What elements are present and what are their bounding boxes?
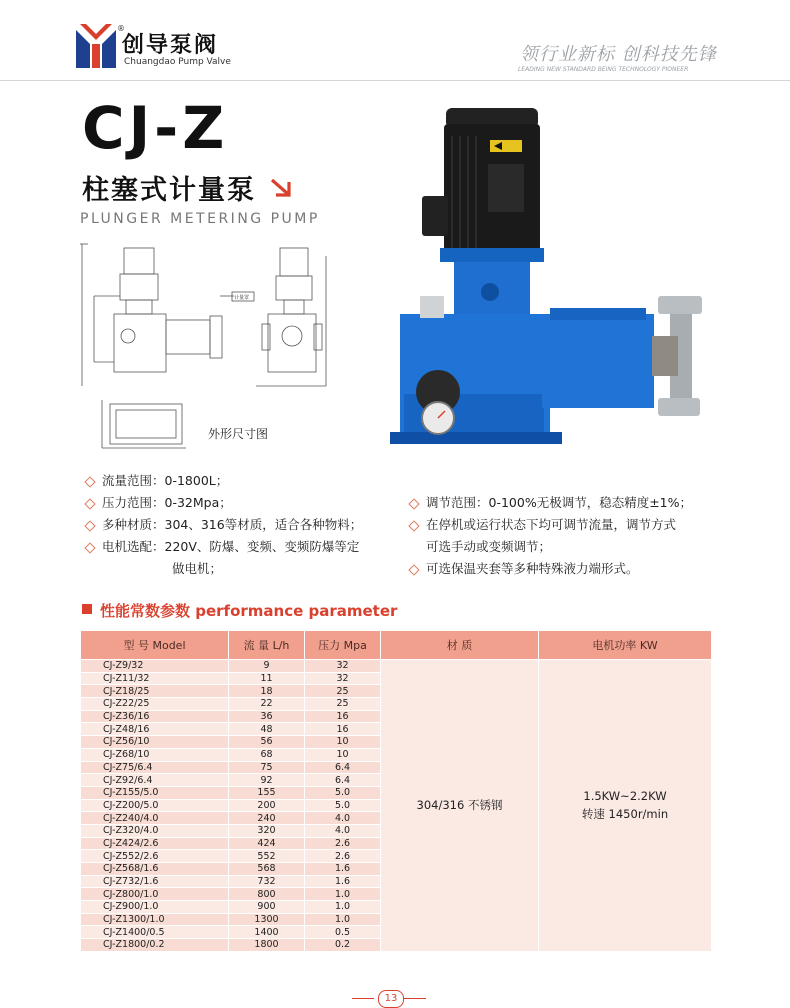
- product-name-cn: 柱塞式计量泵: [82, 175, 256, 206]
- cell-model: CJ-Z75/6.4: [81, 761, 229, 774]
- cell-flow: 1800: [229, 939, 305, 952]
- table-row: [81, 660, 712, 673]
- cell-flow: 48: [229, 723, 305, 736]
- cell-flow: 22: [229, 698, 305, 711]
- cell-model: CJ-Z22/25: [81, 698, 229, 711]
- cell-model: CJ-Z92/6.4: [81, 774, 229, 787]
- col-header-pressure: 压力 Mpa: [305, 631, 381, 660]
- cell-flow: 68: [229, 748, 305, 761]
- cell-flow: 155: [229, 786, 305, 799]
- diamond-bullet-icon: [408, 520, 419, 531]
- feature-flow-range: 流量范围：0-1800L；: [84, 470, 404, 492]
- drawing-caption: 外形尺寸图: [208, 427, 269, 441]
- col-header-model: 型 号 Model: [81, 631, 229, 660]
- cell-pressure: 25: [305, 698, 381, 711]
- feature-materials: 多种材质：304、316等材质，适合各种物料；: [84, 514, 404, 536]
- cell-pressure: 1.0: [305, 913, 381, 926]
- table-body: [81, 660, 712, 952]
- diamond-bullet-icon: [84, 498, 95, 509]
- cell-model: CJ-Z424/2.6: [81, 837, 229, 850]
- cell-pressure: 25: [305, 685, 381, 698]
- header-divider: [0, 80, 790, 81]
- cell-model: CJ-Z320/4.0: [81, 824, 229, 837]
- col-header-material: 材 质: [381, 631, 539, 660]
- brand-logo-icon: [76, 24, 116, 68]
- model-title: CJ-Z: [82, 94, 229, 162]
- cell-model: CJ-Z900/1.0: [81, 901, 229, 914]
- feature-adjust-mode: 在停机或运行状态下均可调节流量，调节方式: [408, 514, 748, 536]
- page-rule-left: [352, 998, 374, 999]
- features-right-list: [408, 492, 748, 580]
- cell-pressure: 0.5: [305, 926, 381, 939]
- cell-flow: 92: [229, 774, 305, 787]
- cell-model: CJ-Z56/10: [81, 736, 229, 749]
- brand-name-en: Chuangdao Pump Valve: [124, 57, 231, 67]
- motor-power-value: 1.5KW~2.2KW: [583, 789, 667, 804]
- cell-pressure: 5.0: [305, 799, 381, 812]
- cell-flow: 900: [229, 901, 305, 914]
- cell-model: CJ-Z200/5.0: [81, 799, 229, 812]
- page-number: 13: [378, 990, 404, 1008]
- cell-pressure: 32: [305, 660, 381, 673]
- arrow-down-right-icon: [268, 176, 294, 200]
- cell-pressure: 6.4: [305, 761, 381, 774]
- col-header-motor-power: 电机功率 KW: [539, 631, 712, 660]
- feature-jacket-options: 可选保温夹套等多种特殊液力端形式。: [408, 558, 748, 580]
- cell-pressure: 5.0: [305, 786, 381, 799]
- cell-pressure: 2.6: [305, 850, 381, 863]
- cell-flow: 1300: [229, 913, 305, 926]
- cell-model: CJ-Z1300/1.0: [81, 913, 229, 926]
- performance-title: 性能常数参数 performance parameter: [100, 602, 398, 620]
- cell-model: CJ-Z48/16: [81, 723, 229, 736]
- slogan-en: LEADING NEW STANDARD BEING TECHNOLOGY PIONEER: [518, 66, 689, 73]
- cell-flow: 56: [229, 736, 305, 749]
- feature-motor-options-cont: 做电机；: [172, 561, 223, 576]
- cell-flow: 320: [229, 824, 305, 837]
- pump-product-image: [382, 100, 722, 456]
- feature-adjust-mode-cont: 可选手动或变频调节；: [426, 539, 552, 554]
- cell-pressure: 10: [305, 748, 381, 761]
- cell-model: CJ-Z568/1.6: [81, 863, 229, 876]
- cell-pressure: 1.0: [305, 901, 381, 914]
- cell-pressure: 4.0: [305, 812, 381, 825]
- cell-pressure: 16: [305, 723, 381, 736]
- feature-pressure-range: 压力范围：0-32Mpa；: [84, 492, 404, 514]
- cell-model: CJ-Z36/16: [81, 710, 229, 723]
- cell-model: CJ-Z18/25: [81, 685, 229, 698]
- diamond-bullet-icon: [84, 542, 95, 553]
- cell-flow: 18: [229, 685, 305, 698]
- diamond-bullet-icon: [408, 498, 419, 509]
- cell-model: CJ-Z11/32: [81, 672, 229, 685]
- cell-flow: 552: [229, 850, 305, 863]
- cell-flow: 800: [229, 888, 305, 901]
- cell-pressure: 10: [305, 736, 381, 749]
- cell-pressure: 0.2: [305, 939, 381, 952]
- registered-mark: ®: [117, 24, 125, 33]
- cell-pressure: 4.0: [305, 824, 381, 837]
- cell-flow: 200: [229, 799, 305, 812]
- cell-model: CJ-Z240/4.0: [81, 812, 229, 825]
- cell-flow: 732: [229, 875, 305, 888]
- cell-pressure: 1.6: [305, 875, 381, 888]
- cell-flow: 424: [229, 837, 305, 850]
- feature-adjust-range: 调节范围：0-100%无极调节，稳态精度±1%；: [408, 492, 748, 514]
- cell-pressure: 16: [305, 710, 381, 723]
- cell-flow: 11: [229, 672, 305, 685]
- cell-model: CJ-Z155/5.0: [81, 786, 229, 799]
- section-marker-icon: [82, 604, 92, 614]
- motor-speed-value: 转速 1450r/min: [581, 807, 669, 822]
- cell-motor-power: [539, 660, 712, 952]
- brand-name-cn: 创导泵阀: [122, 33, 219, 58]
- cell-flow: 9: [229, 660, 305, 673]
- cell-flow: 1400: [229, 926, 305, 939]
- cell-pressure: 32: [305, 672, 381, 685]
- dimension-drawing: [80, 236, 330, 460]
- page-rule-right: [404, 998, 426, 999]
- features-left-list: [84, 470, 404, 580]
- cell-pressure: 6.4: [305, 774, 381, 787]
- diamond-bullet-icon: [84, 476, 95, 487]
- cell-pressure: 1.0: [305, 888, 381, 901]
- cell-material: 304/316 不锈钢: [381, 660, 539, 952]
- feature-motor-options: 电机选配：220V、防爆、变频、变频防爆等定: [84, 536, 404, 558]
- cell-model: CJ-Z732/1.6: [81, 875, 229, 888]
- cell-pressure: 2.6: [305, 837, 381, 850]
- cell-flow: 240: [229, 812, 305, 825]
- cell-flow: 36: [229, 710, 305, 723]
- drawing-tag-label: 计量罩: [234, 295, 250, 301]
- diamond-bullet-icon: [408, 564, 419, 575]
- cell-model: CJ-Z68/10: [81, 748, 229, 761]
- cell-model: CJ-Z9/32: [81, 660, 229, 673]
- cell-model: CJ-Z1800/0.2: [81, 939, 229, 952]
- col-header-flow: 流 量 L/h: [229, 631, 305, 660]
- cell-pressure: 1.6: [305, 863, 381, 876]
- cell-model: CJ-Z1400/0.5: [81, 926, 229, 939]
- slogan-cn: 领行业新标 创科技先锋: [520, 44, 717, 65]
- cell-model: CJ-Z552/2.6: [81, 850, 229, 863]
- cell-flow: 568: [229, 863, 305, 876]
- diamond-bullet-icon: [84, 520, 95, 531]
- table-header-row: [81, 631, 712, 660]
- product-name-en: PLUNGER METERING PUMP: [80, 211, 320, 227]
- spec-table: [80, 630, 711, 952]
- cell-flow: 75: [229, 761, 305, 774]
- cell-model: CJ-Z800/1.0: [81, 888, 229, 901]
